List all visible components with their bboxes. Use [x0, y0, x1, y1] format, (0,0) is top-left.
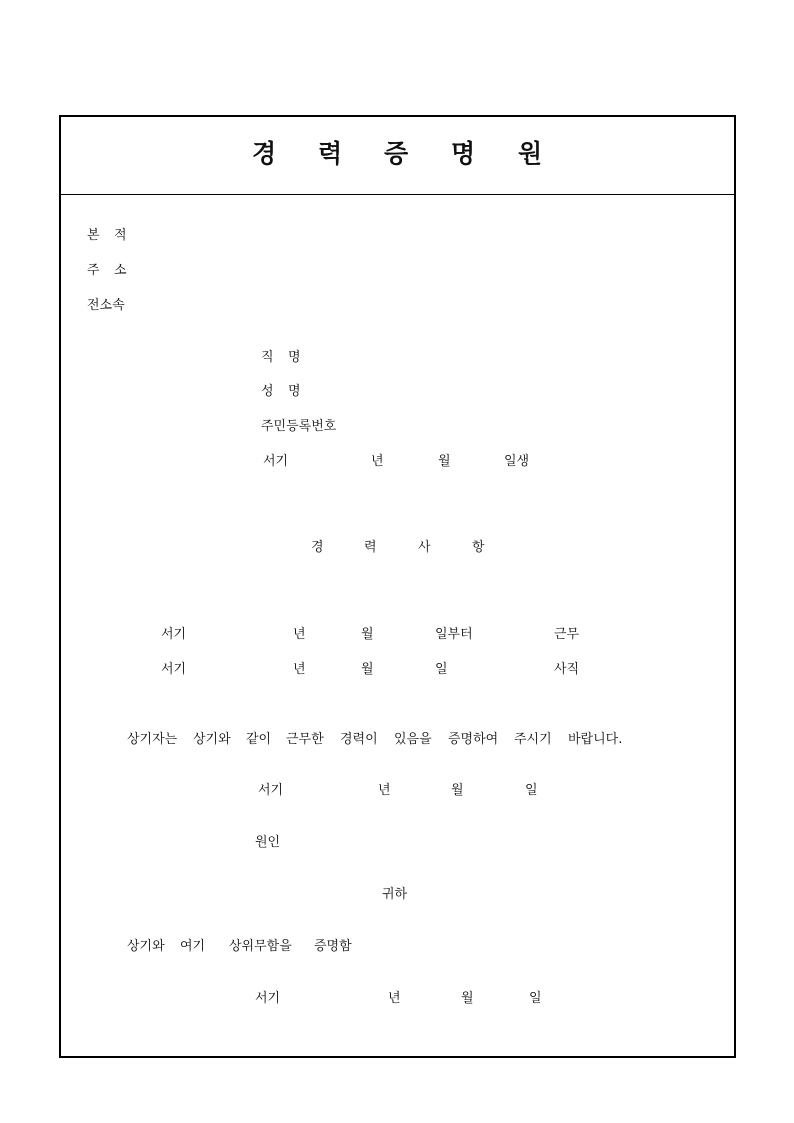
- certify-date-month: 월: [461, 991, 474, 1006]
- career-heading-char3: 사: [418, 540, 431, 555]
- request-date-month: 월: [451, 783, 464, 798]
- career-start-year: 년: [293, 627, 306, 642]
- request-word-1: 상기자는: [127, 732, 178, 747]
- career-start-month: 월: [361, 627, 374, 642]
- request-word-9: 바랍니다.: [568, 732, 623, 747]
- field-bonjeok-char2: 적: [114, 228, 127, 243]
- field-seongmyeong-char2: 명: [288, 384, 301, 399]
- birth-day: 일생: [504, 454, 530, 469]
- title-row: [61, 117, 734, 195]
- career-end-month: 월: [361, 662, 374, 677]
- title-char-1: 경: [252, 139, 277, 168]
- request-word-8: 주시기: [514, 732, 552, 747]
- career-heading-char4: 항: [472, 540, 485, 555]
- career-start-day: 일부터: [435, 627, 473, 642]
- field-jikmyeong-char2: 명: [288, 350, 301, 365]
- field-seongmyeong-char1: 성: [261, 384, 274, 399]
- applicant-label: 원인: [255, 835, 281, 850]
- field-jeonsosok: 전소속: [87, 298, 125, 313]
- birth-year: 년: [371, 454, 384, 469]
- certify-date-era: 서기: [255, 991, 281, 1006]
- request-word-4: 근무한: [286, 732, 324, 747]
- field-juso-char1: 주: [87, 263, 100, 278]
- career-end-status: 사직: [554, 662, 580, 677]
- request-word-5: 경력이: [340, 732, 378, 747]
- request-date-era: 서기: [258, 783, 284, 798]
- request-date-day: 일: [525, 783, 538, 798]
- request-word-7: 증명하여: [448, 732, 499, 747]
- title-char-3: 증: [384, 139, 409, 168]
- field-juso-char2: 소: [114, 263, 127, 278]
- field-bonjeok-char1: 본: [87, 228, 100, 243]
- certify-word-3: 상위무함을: [229, 939, 292, 954]
- career-start-era: 서기: [161, 627, 187, 642]
- title-char-2: 력: [318, 139, 343, 168]
- career-heading-char1: 경: [311, 540, 324, 555]
- certify-word-1: 상기와: [127, 939, 165, 954]
- title-char-5: 원: [518, 139, 543, 168]
- field-jumin: 주민등록번호: [261, 419, 337, 434]
- certificate-frame: [59, 115, 736, 1058]
- field-jikmyeong-char1: 직: [261, 350, 274, 365]
- certify-date-day: 일: [529, 991, 542, 1006]
- birth-month: 월: [438, 454, 451, 469]
- career-end-year: 년: [293, 662, 306, 677]
- career-end-day: 일: [435, 662, 448, 677]
- birth-era: 서기: [263, 454, 289, 469]
- career-start-status: 근무: [554, 627, 580, 642]
- title-char-4: 명: [451, 139, 476, 168]
- request-word-3: 같이: [246, 732, 272, 747]
- recipient-label: 귀하: [382, 887, 408, 902]
- request-word-6: 있음을: [394, 732, 432, 747]
- certify-word-4: 증명함: [314, 939, 352, 954]
- certify-date-year: 년: [388, 991, 401, 1006]
- career-end-era: 서기: [161, 662, 187, 677]
- career-heading-char2: 력: [364, 540, 377, 555]
- request-date-year: 년: [378, 783, 391, 798]
- certify-word-2: 여기: [180, 939, 206, 954]
- request-word-2: 상기와: [193, 732, 231, 747]
